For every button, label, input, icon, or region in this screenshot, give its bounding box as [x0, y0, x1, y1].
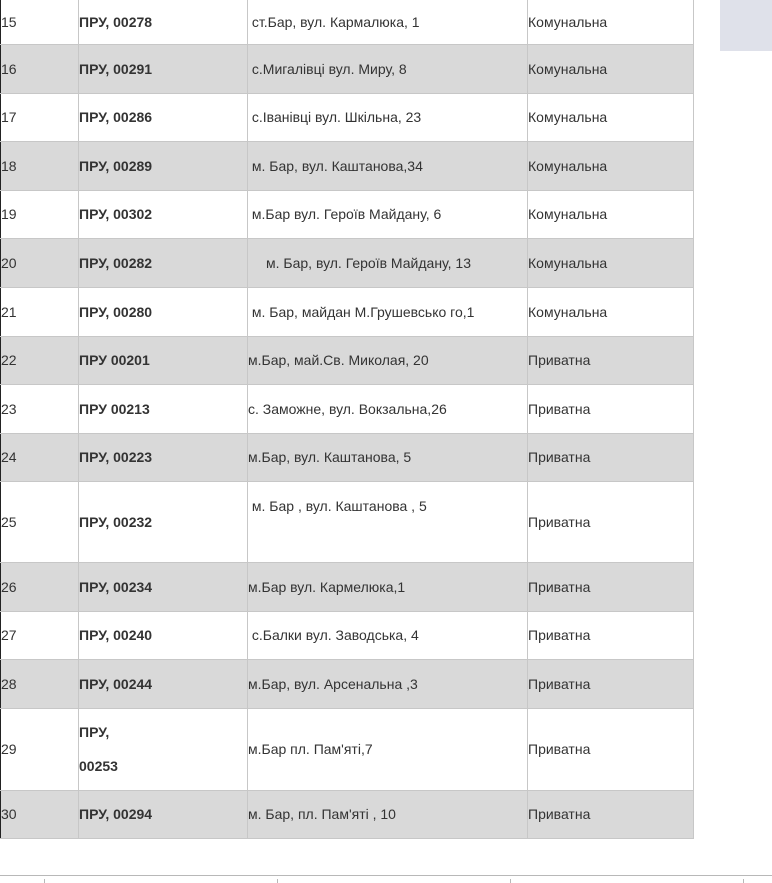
ownership-type: Приватна	[528, 434, 694, 482]
shelter-code: ПРУ, 00244	[79, 660, 248, 709]
table-row	[1, 94, 694, 142]
table-row	[1, 142, 694, 191]
ownership-type: Приватна	[528, 385, 694, 434]
table-row	[1, 709, 694, 791]
shelter-code: ПРУ, 00302	[79, 191, 248, 239]
shelter-address: м. Бар, вул. Героїв Майдану, 13	[248, 239, 528, 288]
ownership-type: Приватна	[528, 709, 694, 791]
row-number: 19	[1, 191, 79, 239]
row-number: 15	[1, 0, 79, 45]
shelter-code: ПРУ 00213	[79, 385, 248, 434]
row-number: 30	[1, 791, 79, 839]
table-row	[1, 563, 694, 612]
shelter-code: ПРУ, 00278	[79, 0, 248, 45]
ownership-type: Приватна	[528, 660, 694, 709]
ownership-type: Приватна	[528, 337, 694, 385]
footer-divider-tick	[277, 879, 278, 883]
shelter-address: м.Бар, май.Св. Миколая, 20	[248, 337, 528, 385]
shelter-code: ПРУ, 00234	[79, 563, 248, 612]
footer-divider-tick	[510, 879, 511, 883]
shelter-code: ПРУ, 00240	[79, 612, 248, 660]
shelter-code: ПРУ, 00286	[79, 94, 248, 142]
row-number: 21	[1, 288, 79, 337]
footer-divider	[0, 875, 772, 876]
shelter-code: ПРУ, 00289	[79, 142, 248, 191]
row-number: 29	[1, 709, 79, 791]
ownership-type: Комунальна	[528, 239, 694, 288]
footer-divider-tick	[44, 879, 45, 883]
ownership-type: Комунальна	[528, 142, 694, 191]
table-row	[1, 434, 694, 482]
shelter-address: м. Бар, майдан М.Грушевсько го,1	[248, 288, 528, 337]
table-row	[1, 385, 694, 434]
row-number: 17	[1, 94, 79, 142]
ownership-type: Комунальна	[528, 191, 694, 239]
row-number: 28	[1, 660, 79, 709]
shelter-code: ПРУ, 00291	[79, 45, 248, 94]
table-row	[1, 0, 694, 45]
row-number: 20	[1, 239, 79, 288]
shelter-address: м.Бар вул. Кармелюка,1	[248, 563, 528, 612]
shelter-code: ПРУ, 00223	[79, 434, 248, 482]
shelter-address: с. Заможне, вул. Вокзальна,26	[248, 385, 528, 434]
table-row	[1, 45, 694, 94]
shelter-code: ПРУ, 00294	[79, 791, 248, 839]
shelter-address: м.Бар, вул. Арсенальна ,3	[248, 660, 528, 709]
shelter-address: м. Бар, пл. Пам'яті , 10	[248, 791, 528, 839]
shelter-code: ПРУ, 00282	[79, 239, 248, 288]
shelter-address: м. Бар, вул. Каштанова,34	[248, 142, 528, 191]
shelter-address: с.Іванівці вул. Шкільна, 23	[248, 94, 528, 142]
row-number: 22	[1, 337, 79, 385]
shelter-code: ПРУ, 00232	[79, 482, 248, 563]
table-row	[1, 239, 694, 288]
row-number: 27	[1, 612, 79, 660]
row-number: 26	[1, 563, 79, 612]
shelter-code: ПРУ, 00280	[79, 288, 248, 337]
table-row	[1, 660, 694, 709]
shelter-address: м.Бар вул. Героїв Майдану, 6	[248, 191, 528, 239]
ownership-type: Комунальна	[528, 288, 694, 337]
shelter-code-line: 00253	[79, 758, 118, 774]
table-row	[1, 191, 694, 239]
table-row	[1, 791, 694, 839]
shelter-code: ПРУ 00201	[79, 337, 248, 385]
side-panel-block	[720, 0, 772, 51]
row-number: 24	[1, 434, 79, 482]
ownership-type: Приватна	[528, 791, 694, 839]
shelter-address: м.Бар, вул. Каштанова, 5	[248, 434, 528, 482]
shelter-address: с.Балки вул. Заводська, 4	[248, 612, 528, 660]
row-number: 16	[1, 45, 79, 94]
ownership-type: Приватна	[528, 482, 694, 563]
shelter-address: с.Мигалівці вул. Миру, 8	[248, 45, 528, 94]
row-number: 23	[1, 385, 79, 434]
table-row	[1, 288, 694, 337]
shelter-address: м. Бар , вул. Каштанова , 5	[248, 482, 528, 563]
shelter-address: м.Бар пл. Пам'яті,7	[248, 709, 528, 791]
ownership-type: Приватна	[528, 612, 694, 660]
table-row	[1, 612, 694, 660]
ownership-type: Комунальна	[528, 45, 694, 94]
footer-divider-tick	[743, 879, 744, 883]
ownership-type: Комунальна	[528, 94, 694, 142]
shelter-code	[79, 709, 248, 791]
ownership-type: Приватна	[528, 563, 694, 612]
row-number: 25	[1, 482, 79, 563]
table-row	[1, 482, 694, 563]
table-row	[1, 337, 694, 385]
shelter-address: ст.Бар, вул. Кармалюка, 1	[248, 0, 528, 45]
ownership-type: Комунальна	[528, 0, 694, 45]
shelter-code-line: ПРУ,	[79, 724, 110, 740]
row-number: 18	[1, 142, 79, 191]
